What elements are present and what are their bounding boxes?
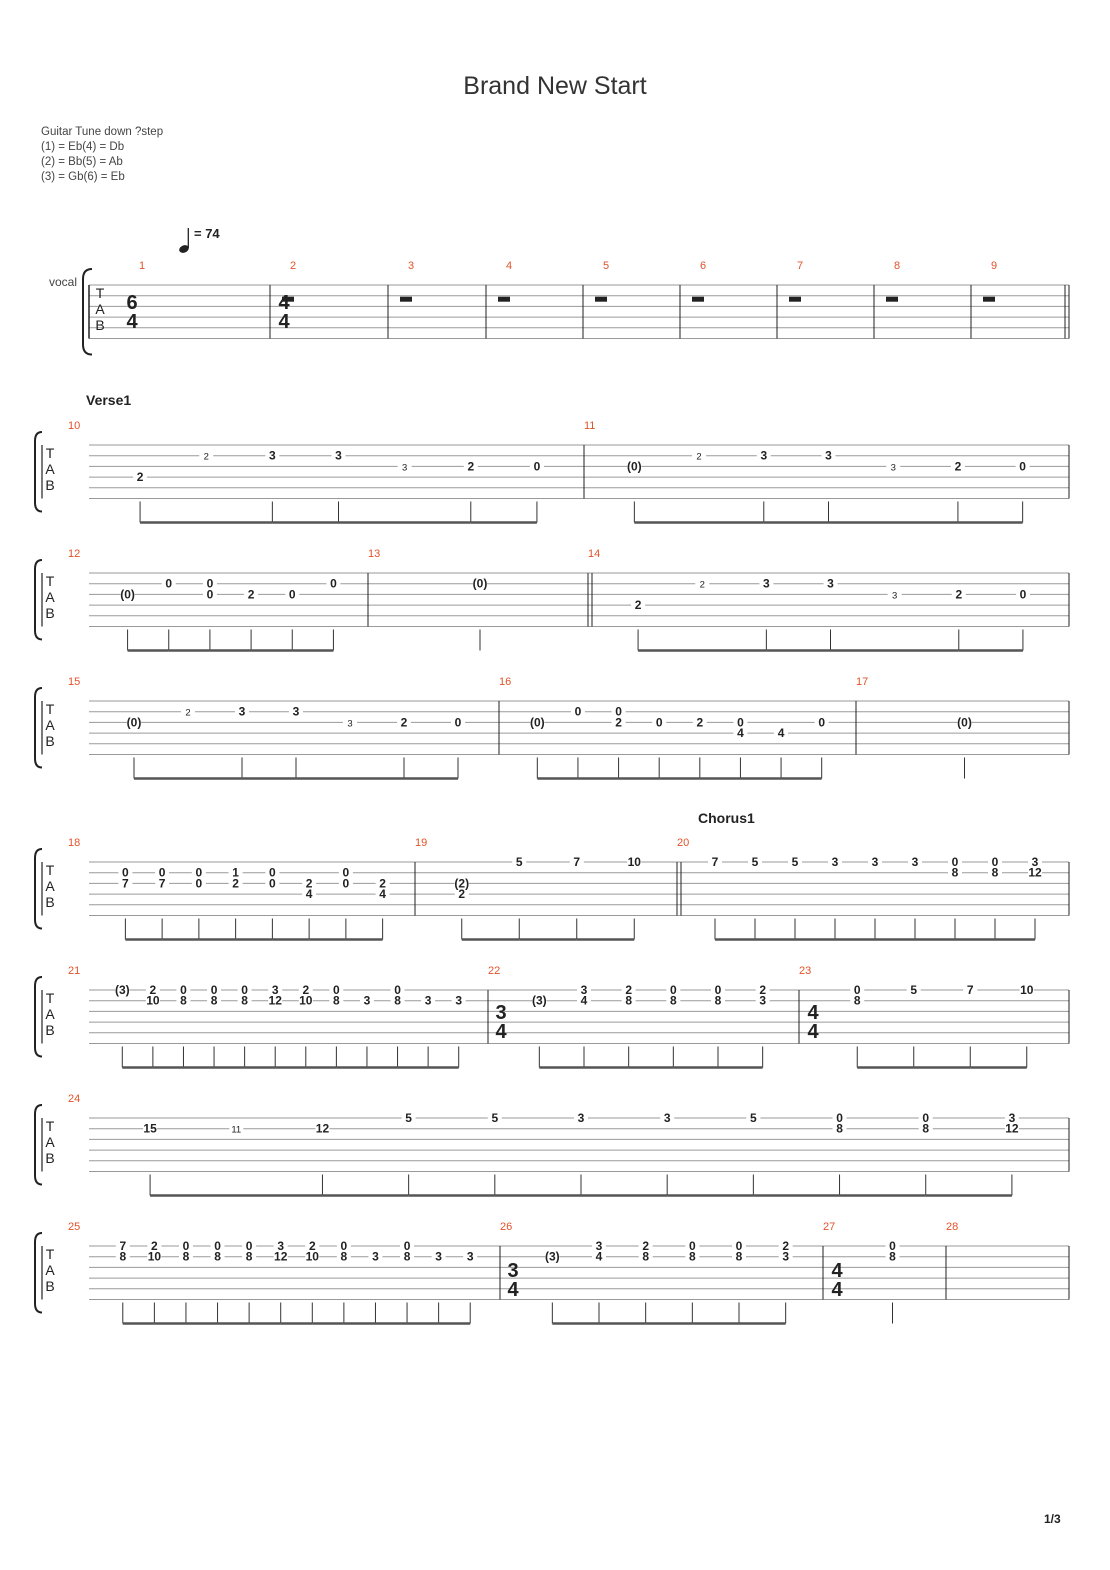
fret-number: 2 (954, 459, 962, 474)
song-title: Brand New Start (463, 72, 647, 100)
fret-number: 15 (143, 1121, 157, 1136)
fret-number: 2 (696, 715, 704, 730)
tab-clef-letter: B (45, 1022, 55, 1038)
fret-number: 8 (340, 1249, 348, 1264)
fret-number: 2 (151, 1239, 158, 1253)
fret-number: 5 (910, 983, 918, 997)
fret-number: 11 (231, 1124, 242, 1136)
fret-number: 0 (340, 1239, 348, 1253)
fret-number: 3 (827, 576, 834, 591)
fret-number: (3) (114, 983, 130, 997)
fret-number: 7 (119, 1239, 127, 1253)
time-signature-bottom: 4 (495, 1021, 507, 1043)
half-rest (692, 297, 704, 302)
page-number: 1/3 (1044, 1512, 1061, 1526)
fret-number: 12 (1028, 865, 1042, 880)
time-signature-bottom: 4 (278, 311, 290, 333)
fret-number: 0 (1019, 587, 1027, 602)
fret-number: 0 (533, 459, 541, 474)
tab-clef-letter: A (45, 1134, 55, 1150)
fret-number: 3 (760, 448, 768, 463)
system-bracket (35, 977, 42, 1057)
tab-clef-letter: B (45, 1278, 55, 1294)
fret-number: 2 (625, 983, 633, 997)
fret-number: (0) (120, 587, 135, 602)
tab-system (35, 688, 1069, 779)
bar-number: 1 (139, 260, 146, 272)
fret-number: 8 (241, 993, 248, 1008)
fret-number: 3 (347, 718, 353, 730)
fret-number: 3 (277, 1239, 285, 1253)
tab-clef-letter: A (45, 878, 55, 894)
bar-number: 9 (991, 260, 998, 272)
fret-number: 8 (688, 1249, 696, 1264)
fret-number: 3 (663, 1111, 671, 1125)
tuning-line: (3) = Gb(6) = Eb (41, 171, 125, 183)
fret-number: 0 (818, 715, 826, 730)
time-signature-top: 4 (831, 1260, 843, 1282)
tab-clef-letter: A (45, 589, 55, 605)
fret-number: 3 (763, 576, 770, 591)
tab-clef-letter: A (45, 1262, 55, 1278)
fret-number: 3 (363, 993, 371, 1008)
tab-clef-letter: A (45, 717, 55, 733)
tab-clef-letter: B (45, 1150, 55, 1166)
bar-number: 22 (488, 965, 501, 977)
half-rest (886, 297, 898, 302)
fret-number: 0 (195, 865, 203, 880)
fret-number: 4 (305, 887, 313, 902)
fret-number: 3 (831, 855, 839, 869)
fret-number: 3 (435, 1249, 442, 1264)
bar-number: 19 (415, 837, 428, 849)
fret-number: 8 (669, 993, 677, 1008)
fret-number: 10 (146, 993, 160, 1008)
bar-number: 14 (588, 548, 601, 560)
tab-system (35, 1105, 1069, 1196)
bar-number: 10 (68, 420, 81, 432)
bar-number: 2 (290, 260, 297, 272)
bar-number: 13 (368, 548, 381, 560)
fret-number: 2 (467, 459, 475, 474)
fret-number: 0 (333, 983, 340, 997)
fret-number: 3 (271, 983, 279, 997)
bar-number: 18 (68, 837, 81, 849)
fret-number: 2 (759, 983, 767, 997)
fret-number: 8 (922, 1121, 930, 1136)
fret-number: 0 (342, 876, 350, 891)
bar-number: 26 (500, 1221, 513, 1233)
fret-number: (0) (126, 715, 142, 730)
fret-number: 2 (379, 876, 386, 891)
fret-number: 8 (180, 993, 187, 1008)
bar-number: 3 (408, 260, 415, 272)
tab-clef-letter: T (45, 445, 55, 461)
fret-number: 5 (405, 1111, 412, 1125)
fret-number: 5 (515, 855, 523, 869)
fret-number: 0 (951, 855, 959, 869)
fret-number: 3 (292, 704, 300, 719)
fret-number: 1 (232, 865, 239, 880)
fret-number: 0 (195, 876, 203, 891)
fret-number: 3 (580, 983, 588, 997)
system-bracket (35, 560, 42, 640)
fret-number: 3 (825, 448, 832, 463)
fret-number: 8 (714, 993, 722, 1008)
fret-number: 0 (245, 1239, 253, 1253)
fret-number: 10 (1020, 983, 1034, 997)
fret-number: (0) (472, 576, 488, 591)
fret-number: 10 (627, 855, 641, 869)
fret-number: 8 (333, 993, 340, 1008)
fret-number: 3 (911, 855, 919, 869)
fret-number: 3 (466, 1249, 474, 1264)
fret-number: 8 (119, 1249, 127, 1264)
fret-number: 0 (403, 1239, 411, 1253)
fret-number: 2 (458, 887, 466, 902)
fret-number: 3 (890, 462, 896, 474)
fret-number: 8 (403, 1249, 411, 1264)
time-signature-bottom: 4 (507, 1279, 519, 1301)
fret-number: 2 (696, 451, 702, 463)
fret-number: 3 (1031, 855, 1039, 869)
system-bracket (35, 1105, 42, 1185)
tab-clef-letter: T (45, 1246, 55, 1262)
bar-number: 20 (677, 837, 690, 849)
tab-clef-letter: A (45, 461, 55, 477)
fret-number: 8 (245, 1249, 253, 1264)
fret-number: 3 (401, 462, 408, 474)
fret-number: 0 (241, 983, 248, 997)
fret-number: 3 (455, 993, 463, 1008)
fret-number: 7 (158, 876, 166, 891)
fret-number: 12 (1005, 1121, 1019, 1136)
fret-number: 3 (871, 855, 879, 869)
fret-number: (0) (957, 715, 972, 730)
fret-number: 0 (394, 983, 401, 997)
system-bracket (35, 688, 42, 768)
fret-number: 5 (750, 1111, 757, 1125)
tuning-line: (2) = Bb(5) = Ab (41, 156, 123, 168)
fret-number: 2 (308, 1239, 316, 1253)
fret-number: 2 (634, 598, 642, 613)
fret-number: 0 (182, 1239, 190, 1253)
fret-number: 0 (206, 576, 214, 591)
bar-number: 21 (68, 965, 81, 977)
tab-system (35, 560, 1069, 651)
half-rest (498, 297, 510, 302)
tab-clef-letter: B (45, 477, 55, 493)
fret-number: (3) (531, 993, 547, 1008)
fret-number: 0 (330, 576, 337, 591)
bar-number: 12 (68, 548, 81, 560)
fret-number: 12 (268, 993, 282, 1008)
fret-number: (0) (627, 459, 642, 474)
fret-number: 0 (655, 715, 663, 730)
fret-number: 8 (951, 865, 959, 880)
tab-system (35, 432, 1069, 523)
fret-number: 5 (751, 855, 759, 869)
fret-number: 8 (735, 1249, 743, 1264)
fret-number: 8 (991, 865, 999, 880)
fret-number: 0 (889, 1239, 896, 1253)
fret-number: 2 (149, 983, 157, 997)
half-rest (983, 297, 995, 302)
fret-number: 0 (269, 876, 276, 891)
fret-number: 8 (625, 993, 633, 1008)
fret-number: 3 (595, 1239, 603, 1253)
fret-number: 0 (214, 1239, 221, 1253)
fret-number: 2 (203, 451, 209, 463)
system-bracket (35, 1233, 42, 1313)
half-rest (400, 297, 412, 302)
fret-number: 0 (922, 1111, 930, 1125)
time-signature-bottom: 4 (807, 1021, 819, 1043)
fret-number: 2 (642, 1239, 650, 1253)
fret-number: 0 (714, 983, 722, 997)
fret-number: 8 (182, 1249, 190, 1264)
fret-number: 10 (147, 1249, 162, 1264)
system-bracket (35, 432, 42, 512)
fret-number: 8 (889, 1249, 896, 1264)
fret-number: 0 (342, 865, 350, 880)
fret-number: 2 (136, 470, 144, 485)
fret-number: 8 (210, 993, 218, 1008)
fret-number: 4 (580, 993, 588, 1008)
fret-number: 2 (232, 876, 239, 891)
fret-number: 0 (836, 1111, 843, 1125)
tuning-heading: Guitar Tune down ?step (41, 126, 164, 138)
fret-number: 3 (238, 704, 246, 719)
fret-number: 3 (577, 1111, 585, 1125)
fret-number: 7 (573, 855, 581, 869)
fret-number: 0 (1019, 459, 1026, 474)
fret-number: 5 (491, 1111, 499, 1125)
bar-number: 23 (799, 965, 812, 977)
fret-number: 0 (206, 587, 214, 602)
fret-number: 0 (853, 983, 861, 997)
fret-number: 2 (400, 715, 408, 730)
time-signature-top: 3 (507, 1260, 519, 1282)
tab-clef-letter: T (45, 701, 55, 717)
fret-number: 2 (782, 1239, 790, 1253)
tab-clef-letter: B (45, 894, 55, 910)
bar-number: 4 (506, 260, 513, 272)
tab-clef-letter: A (45, 1006, 55, 1022)
fret-number: 0 (454, 715, 462, 730)
fret-number: 8 (394, 993, 401, 1008)
system-bracket (35, 849, 42, 929)
bar-number: 7 (797, 260, 804, 272)
fret-number: 0 (615, 704, 622, 719)
fret-number: 0 (158, 865, 166, 880)
fret-number: 7 (122, 876, 129, 891)
fret-number: 7 (966, 983, 974, 997)
tab-clef-letter: T (45, 990, 55, 1006)
tab-clef-letter: T (45, 1118, 55, 1134)
section-label-chorus1: Chorus1 (698, 810, 755, 826)
fret-number: 0 (737, 715, 744, 730)
tab-clef-letter: A (95, 301, 105, 317)
tuning-line: (1) = Eb(4) = Db (41, 141, 125, 153)
fret-number: 8 (642, 1249, 650, 1264)
bar-number: 16 (499, 676, 512, 688)
fret-number: 0 (669, 983, 677, 997)
fret-number: 0 (574, 704, 582, 719)
fret-number: 7 (711, 855, 719, 869)
tab-clef-letter: B (45, 733, 55, 749)
fret-number: 3 (759, 993, 767, 1008)
tab-clef-letter: T (45, 573, 55, 589)
tab-clef-letter: T (45, 862, 55, 878)
bar-number: 28 (946, 1221, 959, 1233)
time-signature-top: 4 (278, 292, 290, 314)
fret-number: 3 (424, 993, 432, 1008)
fret-number: 3 (891, 590, 898, 602)
fret-number: 2 (699, 579, 705, 591)
fret-number: 3 (269, 448, 276, 463)
fret-number: 0 (735, 1239, 743, 1253)
bar-number: 27 (823, 1221, 836, 1233)
fret-number: 12 (274, 1249, 288, 1264)
half-rest (595, 297, 607, 302)
bar-number: 11 (584, 420, 596, 432)
time-signature-bottom: 4 (126, 311, 138, 333)
fret-number: 2 (955, 587, 963, 602)
fret-number: 0 (165, 576, 173, 591)
fret-number: 8 (214, 1249, 221, 1264)
section-label-verse1: Verse1 (86, 392, 132, 408)
fret-number: 0 (688, 1239, 696, 1253)
time-signature-top: 6 (126, 292, 138, 314)
fret-number: 2 (302, 983, 310, 997)
half-rest (789, 297, 801, 302)
fret-number: 2 (185, 707, 191, 719)
fret-number: 0 (122, 865, 129, 880)
fret-number: 8 (836, 1121, 843, 1136)
instrument-name: vocal (49, 275, 78, 289)
fret-number: 3 (782, 1249, 790, 1264)
fret-number: 3 (1008, 1111, 1016, 1125)
fret-number: 10 (305, 1249, 319, 1264)
fret-number: 0 (210, 983, 218, 997)
bar-number: 6 (700, 260, 707, 272)
time-signature-top: 3 (495, 1002, 507, 1024)
fret-number: 2 (615, 715, 622, 730)
fret-number: 5 (791, 855, 799, 869)
fret-number: 3 (335, 448, 342, 463)
fret-number: 4 (777, 726, 785, 741)
time-signature-bottom: 4 (831, 1279, 843, 1301)
bar-number: 17 (856, 676, 869, 688)
time-signature-top: 4 (807, 1002, 819, 1024)
fret-number: 4 (595, 1249, 603, 1264)
fret-number: 12 (315, 1121, 330, 1136)
fret-number: 2 (247, 587, 255, 602)
fret-number: 0 (269, 865, 276, 880)
fret-number: 0 (991, 855, 999, 869)
system-bracket (83, 269, 92, 355)
fret-number: 10 (299, 993, 313, 1008)
tempo-value: = 74 (194, 226, 220, 241)
tab-system (83, 269, 1069, 355)
tab-clef-letter: T (95, 285, 105, 301)
fret-number: 3 (372, 1249, 379, 1264)
tab-system (35, 1233, 1069, 1324)
tab-clef-letter: B (95, 317, 105, 333)
fret-number: 0 (288, 587, 296, 602)
bar-number: 25 (68, 1221, 81, 1233)
fret-number: (0) (529, 715, 545, 730)
bar-number: 5 (603, 260, 610, 272)
bar-number: 8 (894, 260, 901, 272)
bar-number: 15 (68, 676, 81, 688)
fret-number: 4 (737, 726, 744, 741)
fret-number: (2) (454, 876, 470, 891)
fret-number: 0 (180, 983, 187, 997)
bar-number: 24 (68, 1093, 81, 1105)
fret-number: 2 (305, 876, 313, 891)
fret-number: 8 (853, 993, 861, 1008)
fret-number: 4 (379, 887, 386, 902)
fret-number: (3) (544, 1249, 560, 1264)
tab-clef-letter: B (45, 605, 55, 621)
